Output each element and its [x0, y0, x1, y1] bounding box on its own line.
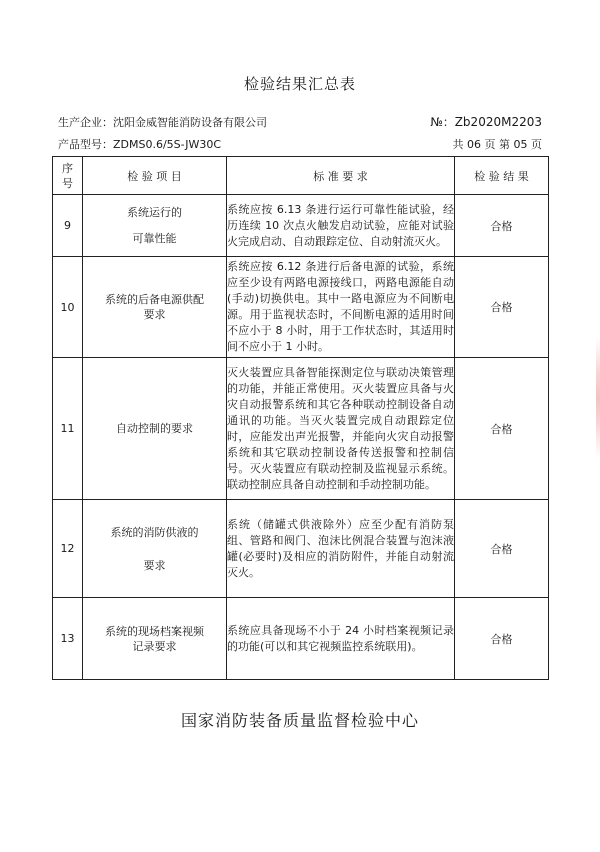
results-table [52, 156, 549, 680]
row-item [83, 195, 227, 257]
row-no: 11 [53, 358, 83, 500]
row-item-line: 记录要求 [132, 639, 177, 653]
table-row [53, 195, 549, 257]
row-requirement: 系统（储罐式供液除外）应至少配有消防泵组、管路和阀门、泡沫比例混合装置与泡沫液罐(必要时)及相应的消防附件，并能自动射流灭火。 [227, 500, 455, 598]
table-row [53, 358, 549, 500]
row-no: 9 [53, 195, 83, 257]
row-item-line: 要求 [143, 558, 166, 572]
row-item-line: 系统的消防供液的 [110, 525, 199, 539]
row-result: 合格 [455, 358, 549, 500]
header-result: 检 验 结 果 [455, 157, 549, 195]
row-item-line: 可靠性能 [132, 232, 177, 245]
report-number: №：Zb2020M2203 [430, 115, 542, 129]
row-item-line: 自动控制的要求 [116, 422, 193, 435]
row-item-line: 系统运行的 [127, 206, 182, 219]
row-item [83, 500, 227, 598]
header-no-line-2: 号 [62, 176, 73, 190]
table-row [53, 598, 549, 680]
table-row [53, 500, 549, 598]
row-item-line: 系统的现场档案视频 [105, 624, 204, 638]
document-title: 检验结果汇总表 [243, 75, 356, 93]
issuing-organization: 国家消防装备质量监督检验中心 [180, 711, 419, 730]
header-no-line-1: 序 [62, 161, 73, 175]
row-no: 13 [53, 598, 83, 680]
row-no: 12 [53, 500, 83, 598]
row-item-line: 系统的后备电源供配 [105, 293, 204, 306]
manufacturer-line: 生产企业：沈阳金威智能消防设备有限公司 [58, 116, 267, 129]
row-item [83, 598, 227, 680]
row-result: 合格 [455, 598, 549, 680]
row-requirement: 系统应具备现场不小于 24 小时档案视频记录的功能(可以和其它视频监控系统联用)。 [227, 598, 455, 680]
row-result: 合格 [455, 257, 549, 358]
row-result: 合格 [455, 195, 549, 257]
row-requirement: 灭火装置应具备智能探测定位与联动决策管理的功能，并能正常使用。灭火装置应具备与火灾自动报警系统和其它各种联动控制设备自动通讯的功能。当灭火装置完成自动跟踪定位时，应能发出声光报警，并能向火灾自动报警系统和其它联动控制设备传送报警和控制信号。灭火装置应有联动控制及监视显示系统。联动控制应具备自动控制和手动控制功能。 [227, 358, 455, 500]
table-header-row [53, 157, 549, 195]
product-model-line: 产品型号：ZDMS0.6/5S-JW30C [58, 138, 222, 151]
seal-stamp-edge [596, 338, 600, 458]
row-requirement: 系统应按 6.13 条进行运行可靠性能试验，经历连续 10 次点火触发启动试验，应能对试验火完成启动、自动跟踪定位、自动射流灭火。 [227, 195, 455, 257]
header-no [53, 157, 83, 195]
row-item-line: 要求 [143, 308, 166, 321]
row-no: 10 [53, 257, 83, 358]
row-requirement: 系统应按 6.12 条进行后备电源的试验，系统应至少设有两路电源接线口，两路电源能自动(手动)切换供电。其中一路电源应为不间断电源。用于监视状态时，不间断电源的适用时间不应小于 8 小时，用于工作状态时，其适用时间不应小于 1 小时。 [227, 257, 455, 358]
table-row [53, 257, 549, 358]
row-item [83, 257, 227, 358]
row-result: 合格 [455, 500, 549, 598]
header-requirement: 标 准 要 求 [227, 157, 455, 195]
row-item [83, 358, 227, 500]
page-info: 共 06 页 第 05 页 [452, 138, 542, 151]
header-item: 检 验 项 目 [83, 157, 227, 195]
